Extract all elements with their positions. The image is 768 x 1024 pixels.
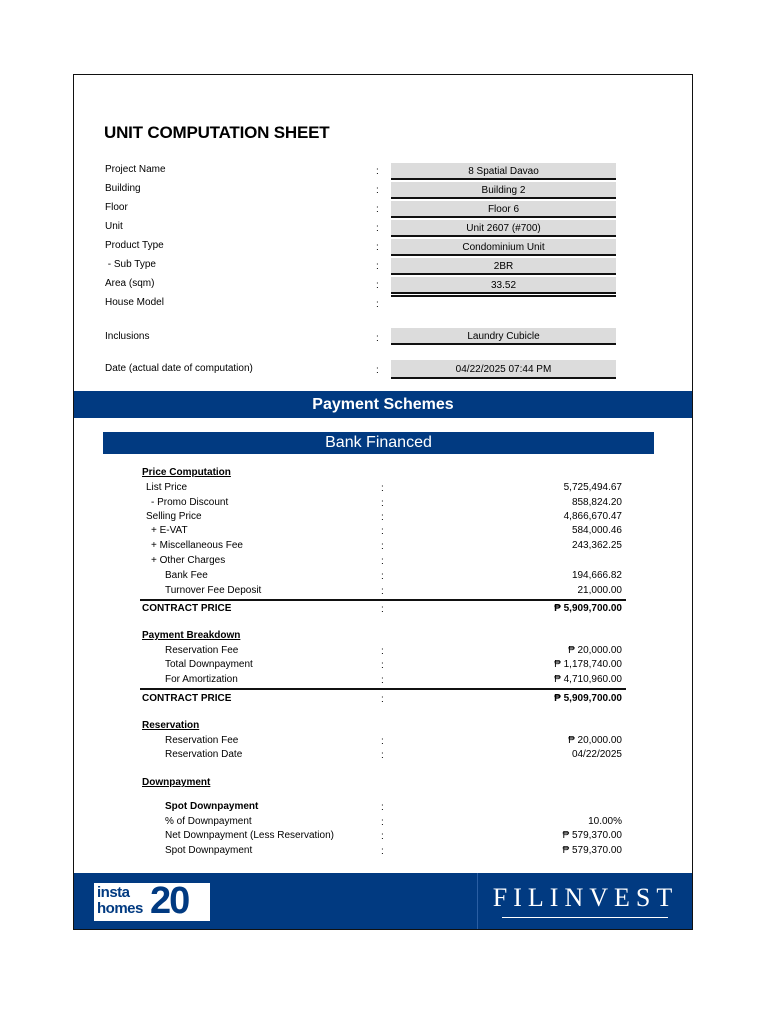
inclusions-label: Inclusions — [105, 331, 150, 342]
bank-financed-header: Bank Financed — [103, 432, 654, 454]
colon: : — [381, 526, 384, 537]
colon: : — [381, 541, 384, 552]
list-price-label: List Price — [146, 482, 188, 493]
colon: : — [381, 675, 384, 686]
colon: : — [376, 280, 379, 291]
colon: : — [376, 166, 379, 177]
list-price-value: 5,725,494.67 — [563, 482, 622, 493]
building-value: Building 2 — [391, 182, 616, 199]
computation-sheet — [73, 74, 693, 930]
spot-downpayment-title: Spot Downpayment — [165, 801, 259, 812]
bank-fee-value: 194,666.82 — [571, 570, 622, 581]
misc-fee-label: + Miscellaneous Fee — [151, 540, 243, 551]
turnover-fee-value: 21,000.00 — [577, 585, 622, 596]
colon: : — [381, 846, 384, 857]
contract-price-value: ₱ 5,909,700.00 — [554, 693, 622, 704]
colon: : — [381, 831, 384, 842]
payment-schemes-header: Payment Schemes — [74, 391, 692, 418]
net-downpayment-label: Net Downpayment (Less Reservation) — [165, 830, 334, 841]
downpayment-title: Downpayment — [142, 777, 211, 788]
colon: : — [381, 817, 384, 828]
evat-label: + E-VAT — [151, 525, 188, 536]
contract-price-value: ₱ 5,909,700.00 — [554, 603, 622, 614]
date-value: 04/22/2025 07:44 PM — [391, 360, 616, 379]
price-computation-title: Price Computation — [142, 467, 231, 478]
colon: : — [376, 204, 379, 215]
payment-breakdown-title: Payment Breakdown — [142, 630, 241, 641]
reservation-fee-value: ₱ 20,000.00 — [568, 735, 622, 746]
area-label: Area (sqm) — [105, 278, 155, 289]
colon: : — [381, 571, 384, 582]
floor-label: Floor — [105, 202, 128, 213]
sub-type-value: 2BR — [391, 258, 616, 275]
floor-value: Floor 6 — [391, 201, 616, 218]
misc-fee-value: 243,362.25 — [571, 540, 622, 551]
amortization-label: For Amortization — [165, 674, 238, 685]
reservation-title: Reservation — [142, 720, 200, 731]
reservation-fee-label: Reservation Fee — [165, 645, 239, 656]
net-downpayment-value: ₱ 579,370.00 — [562, 830, 622, 841]
contract-price-label: CONTRACT PRICE — [142, 603, 232, 614]
other-charges-label: + Other Charges — [151, 555, 226, 566]
colon: : — [376, 185, 379, 196]
unit-value: Unit 2607 (#700) — [391, 220, 616, 237]
building-label: Building — [105, 183, 141, 194]
logo-homes-text: homes — [97, 900, 143, 917]
project-name-label: Project Name — [105, 164, 166, 175]
filinvest-underline — [502, 917, 668, 918]
date-label: Date (actual date of computation) — [105, 363, 253, 374]
amortization-value: ₱ 4,710,960.00 — [554, 674, 622, 685]
selling-price-label: Selling Price — [146, 511, 202, 522]
spot-downpayment-value: ₱ 579,370.00 — [562, 845, 622, 856]
contract-price-label: CONTRACT PRICE — [142, 693, 232, 704]
colon: : — [381, 483, 384, 494]
product-type-value: Condominium Unit — [391, 239, 616, 256]
bank-fee-label: Bank Fee — [165, 570, 208, 581]
reservation-fee-value: ₱ 20,000.00 — [568, 645, 622, 656]
colon: : — [376, 365, 379, 376]
footer-right — [477, 873, 692, 929]
page-title: UNIT COMPUTATION SHEET — [104, 123, 330, 142]
colon: : — [381, 646, 384, 657]
turnover-fee-label: Turnover Fee Deposit — [165, 585, 262, 596]
colon: : — [381, 736, 384, 747]
promo-discount-label: - Promo Discount — [151, 497, 229, 508]
promo-discount-value: 858,824.20 — [571, 497, 622, 508]
colon: : — [376, 333, 379, 344]
project-name-value: 8 Spatial Davao — [391, 163, 616, 180]
product-type-label: Product Type — [105, 240, 164, 251]
house-model-label: House Model — [105, 297, 164, 308]
percent-downpayment-label: % of Downpayment — [165, 816, 252, 827]
divider — [140, 688, 626, 690]
colon: : — [376, 299, 379, 310]
reservation-date-value: 04/22/2025 — [571, 749, 622, 760]
colon: : — [381, 604, 384, 615]
colon: : — [381, 498, 384, 509]
spot-downpayment-label: Spot Downpayment — [165, 845, 253, 856]
area-value: 33.52 — [391, 277, 616, 294]
colon: : — [381, 512, 384, 523]
unit-label: Unit — [105, 221, 123, 232]
house-model-value — [391, 295, 616, 297]
evat-value: 584,000.46 — [571, 525, 622, 536]
reservation-fee-label: Reservation Fee — [165, 735, 239, 746]
colon: : — [376, 242, 379, 253]
colon: : — [381, 556, 384, 567]
selling-price-value: 4,866,670.47 — [563, 511, 622, 522]
colon: : — [376, 261, 379, 272]
filinvest-logo: FILINVEST — [492, 883, 679, 912]
inclusions-value: Laundry Cubicle — [391, 328, 616, 345]
colon: : — [381, 802, 384, 813]
colon: : — [376, 223, 379, 234]
instahomes-logo — [94, 880, 210, 922]
logo-insta-text: insta — [97, 884, 130, 901]
total-downpayment-value: ₱ 1,178,740.00 — [554, 659, 622, 670]
colon: : — [381, 660, 384, 671]
colon: : — [381, 586, 384, 597]
colon: : — [381, 750, 384, 761]
logo-number: 20 — [150, 880, 189, 922]
percent-downpayment-value: 10.00% — [588, 816, 622, 827]
footer-left — [74, 873, 477, 929]
reservation-date-label: Reservation Date — [165, 749, 243, 760]
divider — [140, 599, 626, 601]
sub-type-label: - Sub Type — [105, 259, 156, 270]
total-downpayment-label: Total Downpayment — [165, 659, 253, 670]
colon: : — [381, 694, 384, 705]
